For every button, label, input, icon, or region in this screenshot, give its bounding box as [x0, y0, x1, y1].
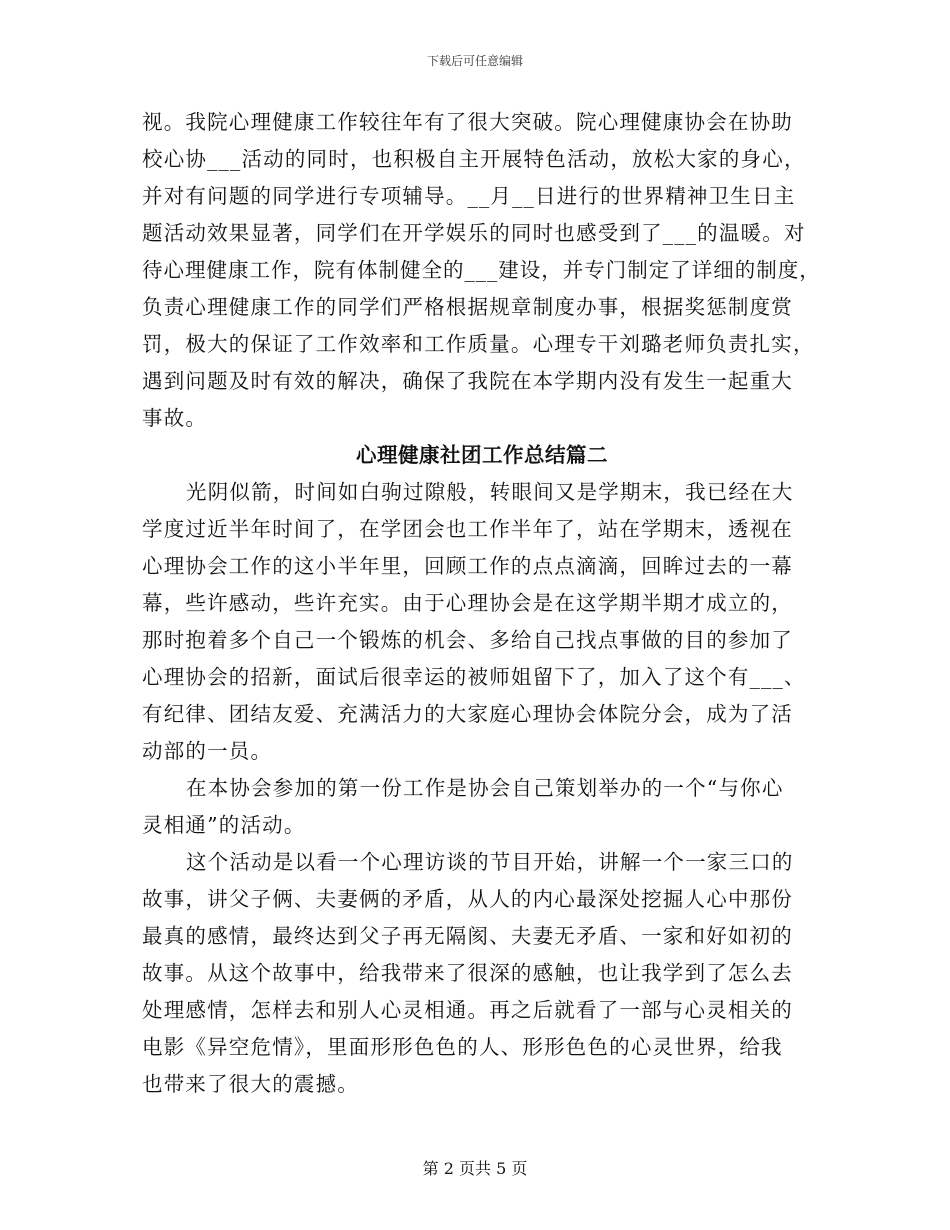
- text-line: 那时抱着多个自己一个锻炼的机会、多给自己找点事做的目的参加了: [142, 628, 793, 652]
- paragraph-start-line: 光阴似箭，时间如白驹过隙般，转眼间又是学期末，我已经在大: [186, 480, 794, 504]
- text-line: 遇到问题及时有效的解决，确保了我院在本学期内没有发生一起重大: [142, 369, 793, 393]
- text-line: 电影《异空危情》，里面形形色色的人、形形色色的心灵世界，给我: [142, 1035, 783, 1059]
- text-line: 待心理健康工作，院有体制健全的___建设，并专门制定了详细的制度，: [142, 258, 821, 282]
- section-title: 心理健康社团工作总结篇二: [356, 443, 608, 467]
- text-line: 并对有问题的同学进行专项辅导。__月__日进行的世界精神卫生日主: [142, 184, 796, 208]
- text-line: 故事，讲父子俩、夫妻俩的矛盾，从人的内心最深处挖掘人心中那份: [142, 887, 793, 911]
- paragraph-start-line: 在本协会参加的第一份工作是协会自己策划举办的一个“与你心: [186, 776, 784, 800]
- text-line: 事故。: [142, 406, 208, 430]
- text-line: 灵相通”的活动。: [142, 813, 306, 837]
- text-line: 校心协___活动的同时，也积极自主开展特色活动，放松大家的身心，: [142, 147, 806, 171]
- paragraph-start-line: 这个活动是以看一个心理访谈的节目开始，讲解一个一家三口的: [186, 850, 794, 874]
- text-line: 负责心理健康工作的同学们严格根据规章制度办事，根据奖惩制度赏: [142, 295, 793, 319]
- text-line: 最真的感情，最终达到父子再无隔阂、夫妻无矛盾、一家和好如初的: [142, 924, 793, 948]
- text-line: 有纪律、团结友爱、充满活力的大家庭心理协会体院分会，成为了活: [142, 702, 793, 726]
- document-body: [142, 104, 822, 1103]
- page-footer: 第 2 页共 5 页: [422, 1159, 528, 1178]
- text-line: 题活动效果显著，同学们在开学娱乐的同时也感受到了___的温暖。对: [142, 221, 806, 245]
- text-line: 动部的一员。: [142, 739, 273, 763]
- text-line: 也带来了很大的震撼。: [142, 1072, 359, 1096]
- text-line: 心理协会工作的这小半年里，回顾工作的点点滴滴，回眸过去的一幕: [142, 554, 793, 578]
- page-header: 下载后可任意编辑: [426, 54, 523, 68]
- text-line: 故事。从这个故事中，给我带来了很深的感触，也让我学到了怎么去: [142, 961, 793, 985]
- text-line: 视。我院心理健康工作较往年有了很大突破。院心理健康协会在协助: [142, 110, 793, 134]
- text-line: 学度过近半年时间了，在学团会也工作半年了，站在学期末，透视在: [142, 517, 793, 541]
- text-line: 处理感情，怎样去和别人心灵相通。再之后就看了一部与心灵相关的: [142, 998, 793, 1022]
- text-line: 心理协会的招新，面试后很幸运的被师姐留下了，加入了这个有___、: [142, 665, 806, 689]
- text-line: 幕，些许感动，些许充实。由于心理协会是在这学期半期才成立的，: [142, 591, 793, 615]
- text-line: 罚，极大的保证了工作效率和工作质量。心理专干刘璐老师负责扎实，: [142, 332, 815, 356]
